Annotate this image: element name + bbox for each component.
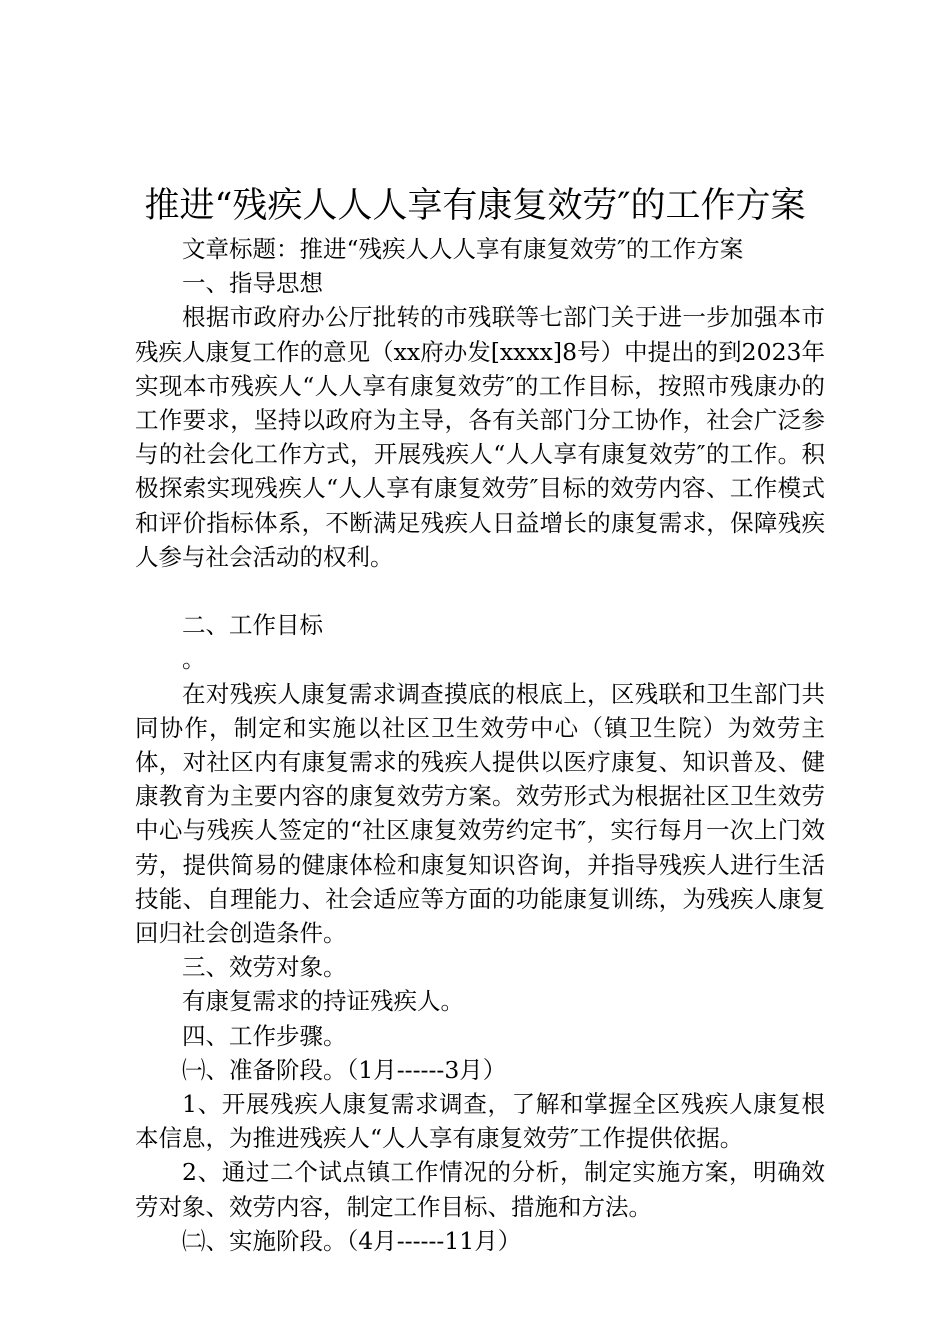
paragraph-service-targets: 有康复需求的持证残疾人。 <box>182 987 464 1016</box>
article-title-line: 文章标题：推进“残疾人人人享有康复效劳″的工作方案 <box>182 235 744 263</box>
subheading-implementation-stage: ㈡、实施阶段。（4月------11月） <box>182 1226 522 1255</box>
paragraph-preparation-step-2: 2、通过二个试点镇工作情况的分析，制定实施方案，明确效劳对象、效劳内容，制定工作目标、措施和方法。 <box>135 1158 825 1221</box>
paragraph-work-goals: 在对残疾人康复需求调查摸底的根底上，区残联和卫生部门共同协作，制定和实施以社区卫生效劳中心（镇卫生院）为效劳主体，对社区内有康复需求的残疾人提供以医疗康复、知识普及、健康教育为主要内容的康复效劳方案。效劳形式为根据社区卫生效劳中心与残疾人签定的“社区康复效劳约定书″，实行每月一次上门效劳，提供简易的健康体检和康复知识咨询，并指导残疾人进行生活技能、自理能力、社会适应等方面的功能康复训练，为残疾人康复回归社会创造条件。 <box>135 679 825 948</box>
paragraph-period-mark: 。 <box>182 645 206 674</box>
section-heading-service-targets: 三、效劳对象。 <box>182 953 347 982</box>
paragraph-guiding-ideology: 根据市政府办公厅批转的市残联等七部门关于进一步加强本市残疾人康复工作的意见（xx府办发[xxxx]8号）中提出的到2023年实现本市残疾人“人人享有康复效劳″的工作目标，按照市残康办的工作要求，坚持以政府为主导，各有关部门分工协作，社会广泛参与的社会化工作方式，开展残疾人“人人享有康复效劳″的工作。积极探索实现残疾人“人人享有康复效劳″目标的效劳内容、工作模式和评价指标体系，不断满足残疾人日益增长的康复需求，保障残疾人参与社会活动的权利。 <box>135 303 825 571</box>
section-heading-work-goals: 二、工作目标 <box>182 611 323 640</box>
document-title: 推进“残疾人人人享有康复效劳″的工作方案 <box>144 186 806 226</box>
subheading-preparation-stage: ㈠、准备阶段。（1月------3月） <box>182 1055 507 1084</box>
section-heading-guiding-ideology: 一、指导思想 <box>182 269 323 298</box>
paragraph-preparation-step-1: 1、开展残疾人康复需求调查，了解和掌握全区残疾人康复根本信息，为推进残疾人“人人享有康复效劳″工作提供依据。 <box>135 1090 825 1153</box>
section-heading-work-steps: 四、工作步骤。 <box>182 1021 347 1050</box>
document-body <box>135 232 825 1258</box>
